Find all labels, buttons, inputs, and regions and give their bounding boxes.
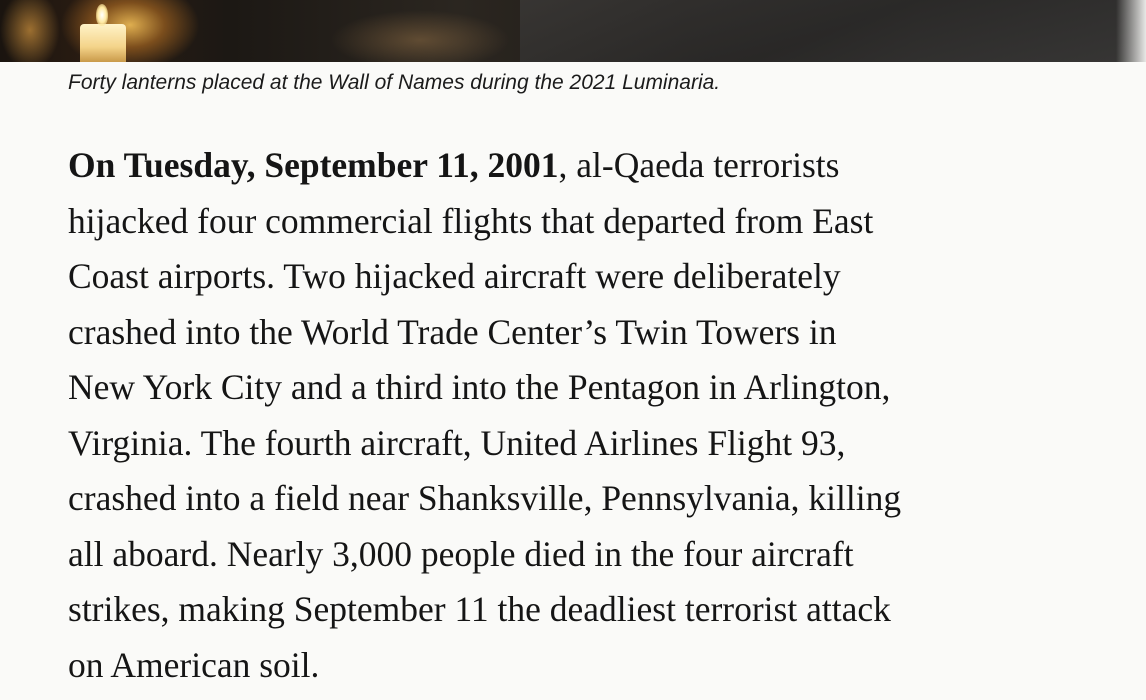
lantern-photo (0, 0, 1146, 62)
article-line-7: crashed into a field near Shanksville, Pennsylvania, killing (68, 478, 902, 518)
lantern-glow (0, 0, 60, 62)
article-line-3: Coast airports. Two hijacked aircraft were deliberately (68, 256, 841, 296)
article-lead: On Tuesday, September 11, 2001 (68, 145, 559, 185)
article-paragraph (68, 138, 1128, 693)
article-line-1 (68, 138, 1128, 194)
wall-of-names-stone (520, 0, 1146, 62)
article-line-4: crashed into the World Trade Center’s Twin Towers in (68, 311, 837, 352)
photo-caption: Forty lanterns placed at the Wall of Names during the 2021 Luminaria. (68, 71, 721, 94)
reflection-glow (330, 10, 510, 62)
article-line-1-rest: , al-Qaeda terrorists (558, 145, 840, 185)
article-line-10: on American soil. (68, 644, 320, 685)
article-line-9: strikes, making September 11 the deadliest terrorist attack (68, 589, 891, 629)
article-line-5: New York City and a third into the Pentagon in Arlington, (68, 367, 891, 407)
article-line-2: hijacked four commercial flights that departed from East (68, 200, 874, 241)
photo-edge (1116, 0, 1146, 62)
article-line-6: Virginia. The fourth aircraft, United Airlines Flight 93, (68, 422, 846, 463)
candle-icon (80, 24, 126, 62)
flame-icon (96, 4, 108, 26)
article-line-8: all aboard. Nearly 3,000 people died in the four aircraft (68, 533, 854, 574)
